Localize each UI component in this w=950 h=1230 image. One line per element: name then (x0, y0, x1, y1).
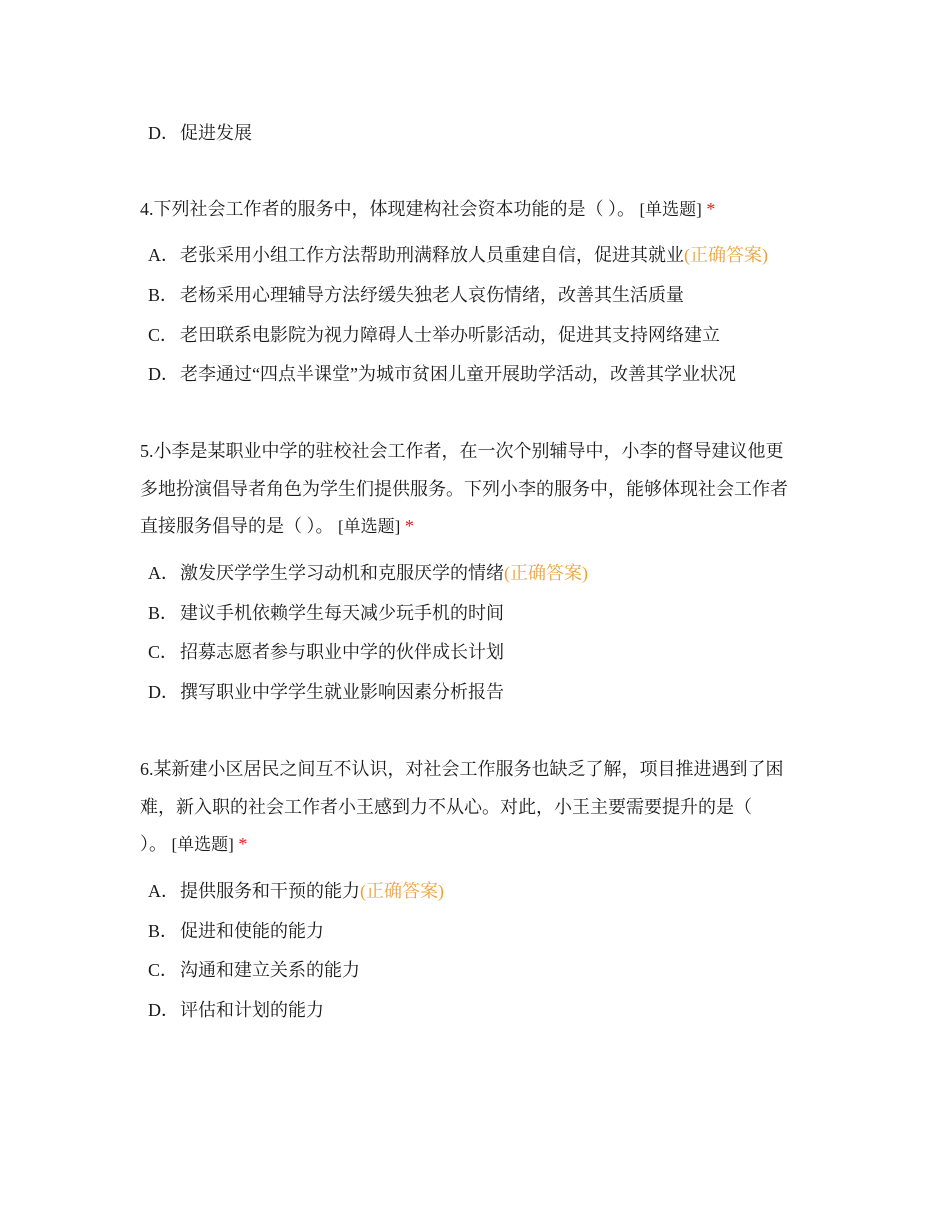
correct-answer-label: (正确答案) (684, 245, 768, 265)
correct-answer-label: (正确答案) (504, 563, 588, 583)
option-5-a (148, 561, 588, 585)
question-6-stem-line: 6.某新建小区居民之间互不认识，对社会工作服务也缺乏了解，项目推进遇到了困 (140, 759, 784, 779)
option-5-b (148, 601, 504, 625)
option-letter: A． (148, 563, 179, 583)
question-type-tag: [单选题] (171, 835, 234, 854)
question-5-stem-line: 5.小李是某职业中学的驻校社会工作者，在一次个别辅导中，小李的督导建议他更 (140, 441, 784, 461)
option-letter: C． (148, 960, 179, 980)
question-5-stem-line: 直接服务倡导的是（ ）。 [单选题] * (140, 516, 414, 536)
option-text: 促进发展 (180, 123, 252, 143)
option-letter: A． (148, 881, 179, 901)
option-letter: C． (148, 325, 179, 345)
option-4-d (148, 362, 736, 386)
option-6-d (148, 998, 324, 1022)
option-text: 撰写职业中学学生就业影响因素分析报告 (180, 682, 504, 702)
question-6 (140, 757, 820, 856)
required-mark: * (404, 516, 414, 536)
option-text: 老李通过“四点半课堂”为城市贫困儿童开展助学活动，改善其学业状况 (180, 364, 736, 384)
option-text: 评估和计划的能力 (180, 1000, 324, 1020)
option-4-a (148, 243, 768, 267)
required-mark: * (238, 834, 248, 854)
option-letter: D． (148, 1000, 179, 1020)
option-text: 老张采用小组工作方法帮助刑满释放人员重建自信，促进其就业 (180, 245, 684, 265)
option-text: 提供服务和干预的能力 (180, 881, 360, 901)
option-6-a (148, 879, 444, 903)
option-letter: B． (148, 921, 179, 941)
option-letter: A． (148, 245, 179, 265)
question-type-tag: [单选题] (338, 517, 401, 536)
option-4-b (148, 283, 684, 307)
question-4 (140, 197, 820, 221)
question-5 (140, 439, 820, 538)
option-text: 沟通和建立关系的能力 (180, 960, 360, 980)
option-6-b (148, 919, 324, 943)
option-4-c (148, 323, 720, 347)
option-text: 老杨采用心理辅导方法纾缓失独老人哀伤情绪，改善其生活质量 (180, 285, 684, 305)
option-5-c (148, 640, 504, 664)
question-4-stem: 4.下列社会工作者的服务中，体现建构社会资本功能的是（ ）。 [单选题] * (140, 199, 716, 219)
question-5-stem-line: 多地扮演倡导者角色为学生们提供服务。下列小李的服务中，能够体现社会工作者 (140, 478, 788, 499)
question-type-tag: [单选题] (639, 200, 702, 219)
option-letter: D． (148, 682, 179, 702)
option-6-c (148, 958, 360, 982)
option-text: 建议手机依赖学生每天减少玩手机的时间 (180, 603, 504, 623)
question-6-stem-line: ）。 [单选题] * (140, 834, 248, 854)
required-mark: * (706, 199, 716, 219)
option-text: 老田联系电影院为视力障碍人士举办听影活动，促进其支持网络建立 (180, 325, 720, 345)
option-letter: D． (148, 123, 179, 143)
option-letter: C． (148, 642, 179, 662)
option-5-d (148, 680, 504, 704)
option-letter: B． (148, 285, 179, 305)
option-text: 激发厌学学生学习动机和克服厌学的情绪 (180, 563, 504, 583)
correct-answer-label: (正确答案) (360, 881, 444, 901)
question-6-stem-line: 难，新入职的社会工作者小王感到力不从心。对此，小王主要需要提升的是（ (140, 796, 752, 817)
option-letter: D． (148, 364, 179, 384)
option-prev-d (148, 121, 252, 145)
option-letter: B． (148, 603, 179, 623)
option-text: 招募志愿者参与职业中学的伙伴成长计划 (180, 642, 504, 662)
option-text: 促进和使能的能力 (180, 921, 324, 941)
